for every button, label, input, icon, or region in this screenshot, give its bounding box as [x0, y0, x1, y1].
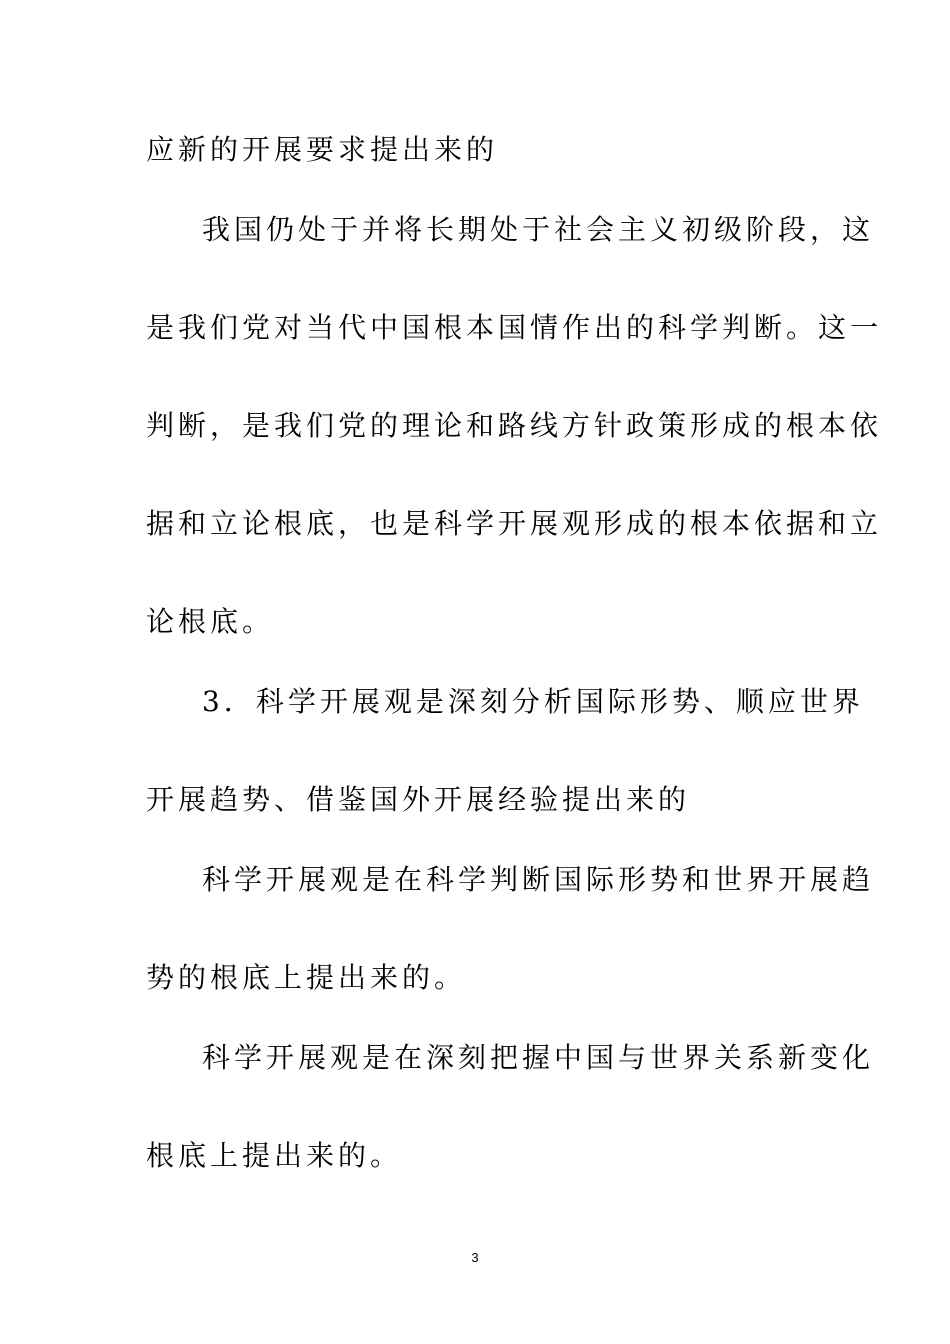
paragraph-5-line-1: 科学开展观是在深刻把握中国与世界关系新变化	[202, 1041, 875, 1074]
paragraph-2-line-4: 据和立论根底，也是科学开展观形成的根本依据和立	[146, 507, 883, 540]
paragraph-2-line-1: 我国仍处于并将长期处于社会主义初级阶段，这	[202, 213, 875, 246]
paragraph-1-line-1: 应新的开展要求提出来的	[146, 133, 499, 166]
paragraph-2-line-2: 是我们党对当代中国根本国情作出的科学判断。这一	[146, 311, 883, 344]
paragraph-5-line-2: 根底上提出来的。	[146, 1139, 403, 1172]
page-number: 3	[471, 1250, 479, 1265]
paragraph-4-line-2: 势的根底上提出来的。	[146, 961, 467, 994]
paragraph-3-line-1: 3．科学开展观是深刻分析国际形势、顺应世界	[202, 685, 864, 718]
paragraph-2-line-5: 论根底。	[146, 605, 275, 638]
paragraph-2-line-3: 判断，是我们党的理论和路线方针政策形成的根本依	[146, 409, 883, 442]
paragraph-3-line-2: 开展趋势、借鉴国外开展经验提出来的	[146, 783, 691, 816]
paragraph-4-line-1: 科学开展观是在科学判断国际形势和世界开展趋	[202, 863, 875, 896]
